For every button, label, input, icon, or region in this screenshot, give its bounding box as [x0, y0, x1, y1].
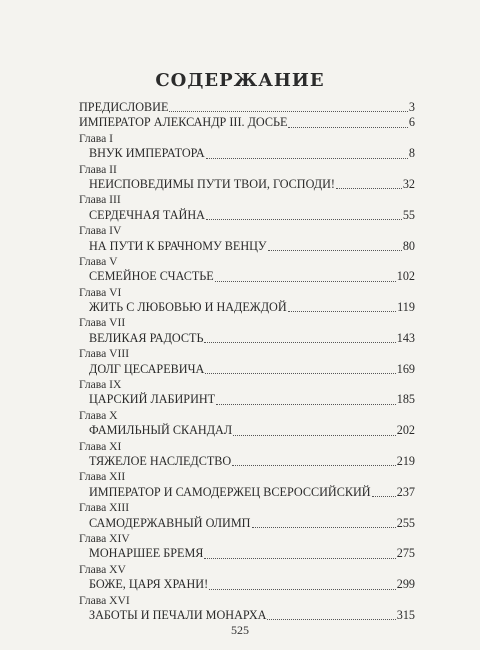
dot-leader [204, 342, 395, 343]
toc-entry [79, 331, 415, 346]
toc-entry-preface [79, 100, 415, 115]
dot-leader [205, 373, 395, 374]
toc-entry [79, 362, 415, 377]
toc-entry-title: НЕИСПОВЕДИМЫ ПУТИ ТВОИ, ГОСПОДИ! [89, 176, 335, 191]
dot-leader [252, 527, 396, 528]
toc-entry-page: 255 [396, 515, 415, 530]
toc-entry [79, 177, 415, 192]
dot-leader [288, 311, 397, 312]
toc-entry-title: МОНАРШЕЕ БРЕМЯ [89, 546, 204, 561]
dot-leader [216, 404, 396, 405]
toc-entry-page: 299 [396, 577, 415, 592]
dot-leader [209, 589, 396, 590]
toc-entry-page: 202 [396, 423, 415, 438]
toc-entry-dossier [79, 115, 415, 130]
page-title: СОДЕРЖАНИЕ [155, 70, 325, 91]
toc-entry-title: СЕРДЕЧНАЯ ТАЙНА [89, 207, 205, 222]
toc-entry-title: ВЕЛИКАЯ РАДОСТЬ [89, 330, 204, 345]
toc-entry [79, 269, 415, 284]
dot-leader [215, 281, 396, 282]
toc-entry [79, 146, 415, 161]
chapter-label: Глава I [79, 131, 113, 145]
toc-entry-title: ДОЛГ ЦЕСАРЕВИЧА [89, 361, 205, 376]
toc-entry-page: 80 [402, 238, 415, 253]
toc-entry [79, 608, 415, 623]
toc-entry [79, 392, 415, 407]
dot-leader [233, 435, 396, 436]
toc-entry-title: БОЖЕ, ЦАРЯ ХРАНИ! [89, 577, 209, 592]
chapter-label: Глава X [79, 408, 118, 422]
toc-entry [79, 208, 415, 223]
dot-leader [268, 250, 402, 251]
toc-entry [79, 577, 415, 592]
toc-entry-page: 219 [396, 453, 415, 468]
toc-entry-page: 119 [397, 300, 415, 315]
toc-entry-page: 8 [408, 146, 415, 161]
chapter-label: Глава VI [79, 285, 122, 299]
chapter-label: Глава XII [79, 470, 126, 484]
dot-leader [206, 158, 408, 159]
toc-entry-title: ПРЕДИСЛОВИЕ [79, 100, 169, 114]
toc-entry-page: 275 [396, 546, 415, 561]
chapter-label: Глава XI [79, 439, 122, 453]
page-number: 525 [231, 623, 249, 637]
toc-entry-title: ЖИТЬ С ЛЮБОВЬЮ И НАДЕЖДОЙ [89, 300, 287, 315]
chapter-label: Глава V [79, 254, 118, 268]
toc-entry [79, 423, 415, 438]
dot-leader [232, 465, 395, 466]
chapter-label: Глава XVI [79, 593, 130, 607]
chapter-label: Глава IV [79, 224, 122, 238]
toc-entry-title: СЕМЕЙНОЕ СЧАСТЬЕ [89, 269, 214, 284]
dot-leader [288, 127, 407, 128]
toc-entry-title: ЦАРСКИЙ ЛАБИРИНТ [89, 392, 216, 407]
chapter-label: Глава XIII [79, 501, 130, 515]
toc-entry-page: 102 [396, 269, 415, 284]
chapter-label: Глава VIII [79, 347, 130, 361]
chapter-label: Глава VII [79, 316, 126, 330]
toc-entry-page: 315 [396, 607, 415, 622]
toc-entry [79, 239, 415, 254]
chapter-label: Глава IX [79, 378, 122, 392]
toc-entry-page: 169 [396, 361, 415, 376]
dot-leader [204, 558, 395, 559]
toc-entry-page: 185 [396, 392, 415, 407]
dot-leader [206, 219, 402, 220]
toc-entry-title: ЗАБОТЫ И ПЕЧАЛИ МОНАРХА [89, 607, 267, 622]
chapter-label: Глава II [79, 162, 117, 176]
toc-entry-title: САМОДЕРЖАВНЫЙ ОЛИМП [89, 515, 251, 530]
toc-entry-title: НА ПУТИ К БРАЧНОМУ ВЕНЦУ [89, 238, 267, 253]
toc-entry [79, 546, 415, 561]
dot-leader [267, 619, 395, 620]
toc-entry-title: ТЯЖЕЛОЕ НАСЛЕДСТВО [89, 453, 232, 468]
toc-entry-page: 3 [408, 100, 415, 114]
dot-leader [372, 496, 396, 497]
chapter-label: Глава III [79, 193, 121, 207]
dot-leader [336, 188, 402, 189]
toc-entry-title: ИМПЕРАТОР АЛЕКСАНДР III. ДОСЬЕ [79, 115, 288, 130]
chapter-label: Глава XV [79, 562, 126, 576]
toc-entry-title: ИМПЕРАТОР И САМОДЕРЖЕЦ ВСЕРОССИЙСКИЙ [89, 484, 371, 499]
toc-entry [79, 454, 415, 469]
toc-entry-page: 237 [396, 484, 415, 499]
toc-entry-page: 55 [402, 207, 415, 222]
toc-entry-page: 32 [402, 176, 415, 191]
toc-entry [79, 485, 415, 500]
toc-entry-title: ВНУК ИМПЕРАТОРА [89, 146, 205, 161]
toc-entry [79, 516, 415, 531]
chapter-list [79, 131, 415, 624]
chapter-label: Глава XIV [79, 531, 130, 545]
dot-leader [169, 111, 407, 112]
toc-entry-page: 143 [396, 330, 415, 345]
toc-entry-title: ФАМИЛЬНЫЙ СКАНДАЛ [89, 423, 233, 438]
toc-entry [79, 300, 415, 315]
toc-entry-page: 6 [408, 115, 415, 130]
table-of-contents [79, 100, 415, 623]
